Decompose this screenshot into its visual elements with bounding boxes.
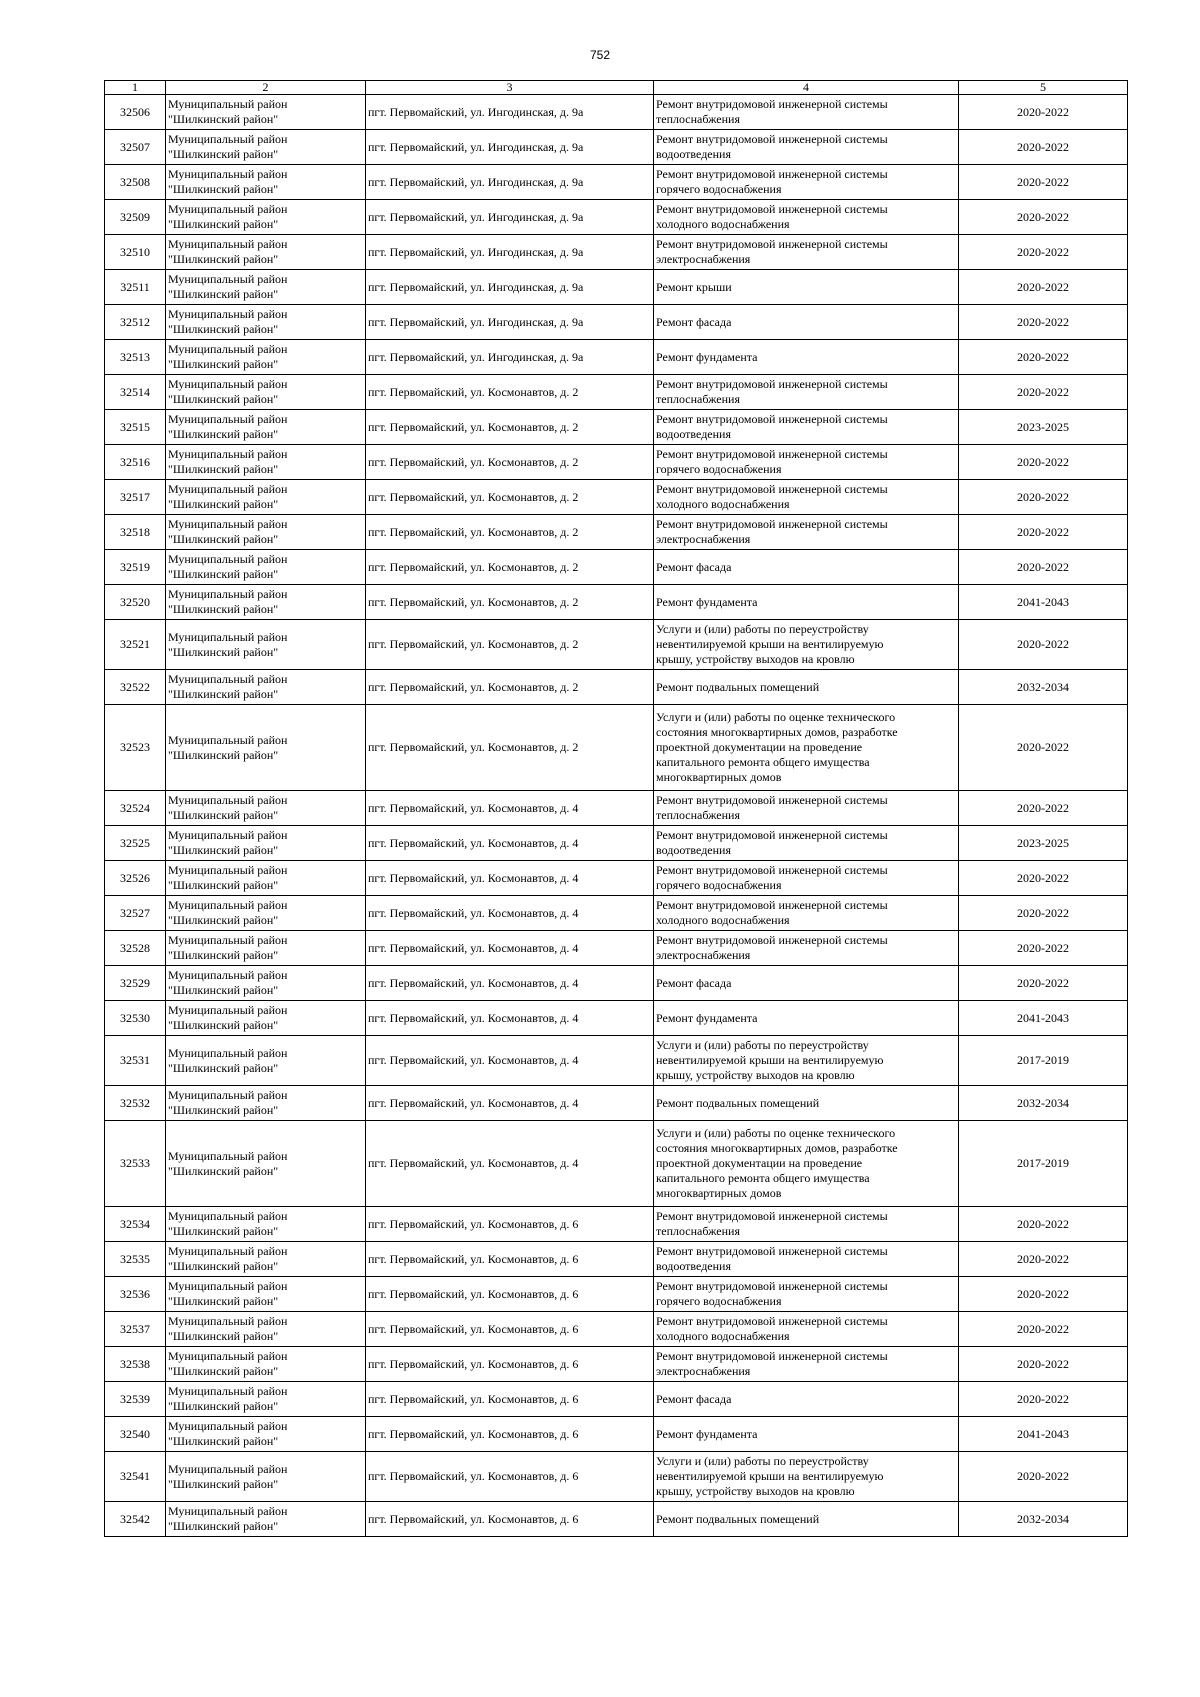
row-number-cell: 32519 [105, 550, 166, 585]
work-type-cell: Ремонт внутридомовой инженерной системы горячего водоснабжения [654, 445, 959, 480]
period-cell: 2020-2022 [959, 620, 1128, 670]
table-row [105, 130, 1128, 165]
district-cell: Муниципальный район "Шилкинский район" [166, 861, 366, 896]
period-cell: 2017-2019 [959, 1121, 1128, 1207]
district-cell: Муниципальный район "Шилкинский район" [166, 1242, 366, 1277]
table-row [105, 861, 1128, 896]
work-type-cell: Услуги и (или) работы по переустройству невентилируемой крыши на вентилируемую крышу, устройству выходов на кровлю [654, 1452, 959, 1502]
district-cell: Муниципальный район "Шилкинский район" [166, 585, 366, 620]
period-cell: 2020-2022 [959, 235, 1128, 270]
district-cell: Муниципальный район "Шилкинский район" [166, 270, 366, 305]
table-row [105, 375, 1128, 410]
period-cell: 2032-2034 [959, 1502, 1128, 1537]
address-cell: пгт. Первомайский, ул. Космонавтов, д. 2 [366, 670, 654, 705]
district-cell: Муниципальный район "Шилкинский район" [166, 340, 366, 375]
work-type-cell: Ремонт внутридомовой инженерной системы теплоснабжения [654, 95, 959, 130]
district-cell: Муниципальный район "Шилкинский район" [166, 235, 366, 270]
row-number-cell: 32520 [105, 585, 166, 620]
work-type-cell: Ремонт подвальных помещений [654, 1086, 959, 1121]
work-type-cell: Услуги и (или) работы по оценке технического состояния многоквартирных домов, разработке проектной документации на проведение капитального ремонта общего имущества многоквартирных домов [654, 1121, 959, 1207]
district-cell: Муниципальный район "Шилкинский район" [166, 480, 366, 515]
period-cell: 2020-2022 [959, 550, 1128, 585]
work-type-cell: Ремонт внутридомовой инженерной системы электроснабжения [654, 1347, 959, 1382]
address-cell: пгт. Первомайский, ул. Ингодинская, д. 9а [366, 130, 654, 165]
period-cell: 2020-2022 [959, 705, 1128, 791]
district-cell: Муниципальный район "Шилкинский район" [166, 165, 366, 200]
address-cell: пгт. Первомайский, ул. Ингодинская, д. 9а [366, 340, 654, 375]
address-cell: пгт. Первомайский, ул. Космонавтов, д. 6 [366, 1312, 654, 1347]
work-type-cell: Услуги и (или) работы по переустройству невентилируемой крыши на вентилируемую крышу, устройству выходов на кровлю [654, 620, 959, 670]
period-cell: 2020-2022 [959, 445, 1128, 480]
row-number-cell: 32510 [105, 235, 166, 270]
period-cell: 2020-2022 [959, 1312, 1128, 1347]
district-cell: Муниципальный район "Шилкинский район" [166, 410, 366, 445]
row-number-cell: 32522 [105, 670, 166, 705]
work-type-cell: Услуги и (или) работы по оценке технического состояния многоквартирных домов, разработке проектной документации на проведение капитального ремонта общего имущества многоквартирных домов [654, 705, 959, 791]
table-row [105, 826, 1128, 861]
period-cell: 2020-2022 [959, 305, 1128, 340]
row-number-cell: 32523 [105, 705, 166, 791]
column-header-5: 5 [959, 81, 1128, 95]
district-cell: Муниципальный район "Шилкинский район" [166, 1417, 366, 1452]
table-row [105, 270, 1128, 305]
period-cell: 2023-2025 [959, 410, 1128, 445]
address-cell: пгт. Первомайский, ул. Космонавтов, д. 6 [366, 1417, 654, 1452]
address-cell: пгт. Первомайский, ул. Космонавтов, д. 6 [366, 1347, 654, 1382]
period-cell: 2017-2019 [959, 1036, 1128, 1086]
address-cell: пгт. Первомайский, ул. Космонавтов, д. 6 [366, 1242, 654, 1277]
table-row [105, 1242, 1128, 1277]
table-row [105, 165, 1128, 200]
address-cell: пгт. Первомайский, ул. Космонавтов, д. 4 [366, 1036, 654, 1086]
table-row [105, 1001, 1128, 1036]
district-cell: Муниципальный район "Шилкинский район" [166, 1121, 366, 1207]
work-type-cell: Ремонт подвальных помещений [654, 1502, 959, 1537]
work-type-cell: Ремонт внутридомовой инженерной системы горячего водоснабжения [654, 165, 959, 200]
period-cell: 2041-2043 [959, 1417, 1128, 1452]
table-row [105, 515, 1128, 550]
district-cell: Муниципальный район "Шилкинский район" [166, 515, 366, 550]
address-cell: пгт. Первомайский, ул. Космонавтов, д. 2 [366, 585, 654, 620]
table-row [105, 1347, 1128, 1382]
work-type-cell: Ремонт фасада [654, 550, 959, 585]
period-cell: 2020-2022 [959, 1382, 1128, 1417]
district-cell: Муниципальный район "Шилкинский район" [166, 1502, 366, 1537]
row-number-cell: 32506 [105, 95, 166, 130]
work-type-cell: Ремонт внутридомовой инженерной системы теплоснабжения [654, 1207, 959, 1242]
district-cell: Муниципальный район "Шилкинский район" [166, 1277, 366, 1312]
row-number-cell: 32536 [105, 1277, 166, 1312]
table-row [105, 966, 1128, 1001]
address-cell: пгт. Первомайский, ул. Космонавтов, д. 4 [366, 1086, 654, 1121]
period-cell: 2020-2022 [959, 480, 1128, 515]
table-row [105, 95, 1128, 130]
row-number-cell: 32533 [105, 1121, 166, 1207]
work-type-cell: Ремонт внутридомовой инженерной системы водоотведения [654, 826, 959, 861]
row-number-cell: 32542 [105, 1502, 166, 1537]
address-cell: пгт. Первомайский, ул. Космонавтов, д. 4 [366, 791, 654, 826]
table-row [105, 550, 1128, 585]
address-cell: пгт. Первомайский, ул. Космонавтов, д. 2 [366, 480, 654, 515]
work-type-cell: Ремонт фасада [654, 305, 959, 340]
work-type-cell: Ремонт фундамента [654, 585, 959, 620]
work-type-cell: Ремонт внутридомовой инженерной системы теплоснабжения [654, 375, 959, 410]
period-cell: 2032-2034 [959, 1086, 1128, 1121]
district-cell: Муниципальный район "Шилкинский район" [166, 1382, 366, 1417]
district-cell: Муниципальный район "Шилкинский район" [166, 1207, 366, 1242]
period-cell: 2020-2022 [959, 1452, 1128, 1502]
district-cell: Муниципальный район "Шилкинский район" [166, 670, 366, 705]
period-cell: 2020-2022 [959, 896, 1128, 931]
address-cell: пгт. Первомайский, ул. Космонавтов, д. 4 [366, 826, 654, 861]
address-cell: пгт. Первомайский, ул. Космонавтов, д. 4 [366, 896, 654, 931]
row-number-cell: 32516 [105, 445, 166, 480]
table-row [105, 305, 1128, 340]
work-type-cell: Ремонт подвальных помещений [654, 670, 959, 705]
work-type-cell: Услуги и (или) работы по переустройству невентилируемой крыши на вентилируемую крышу, устройству выходов на кровлю [654, 1036, 959, 1086]
table-row [105, 340, 1128, 375]
work-type-cell: Ремонт внутридомовой инженерной системы электроснабжения [654, 235, 959, 270]
district-cell: Муниципальный район "Шилкинский район" [166, 1086, 366, 1121]
row-number-cell: 32528 [105, 931, 166, 966]
work-type-cell: Ремонт фасада [654, 966, 959, 1001]
period-cell: 2020-2022 [959, 130, 1128, 165]
work-type-cell: Ремонт внутридомовой инженерной системы холодного водоснабжения [654, 480, 959, 515]
address-cell: пгт. Первомайский, ул. Космонавтов, д. 6 [366, 1502, 654, 1537]
work-type-cell: Ремонт фундамента [654, 1417, 959, 1452]
work-type-cell: Ремонт фундамента [654, 1001, 959, 1036]
work-type-cell: Ремонт внутридомовой инженерной системы холодного водоснабжения [654, 1312, 959, 1347]
period-cell: 2020-2022 [959, 931, 1128, 966]
period-cell: 2020-2022 [959, 95, 1128, 130]
period-cell: 2020-2022 [959, 375, 1128, 410]
work-type-cell: Ремонт внутридомовой инженерной системы теплоснабжения [654, 791, 959, 826]
district-cell: Муниципальный район "Шилкинский район" [166, 550, 366, 585]
table-row [105, 1312, 1128, 1347]
work-type-cell: Ремонт фасада [654, 1382, 959, 1417]
district-cell: Муниципальный район "Шилкинский район" [166, 95, 366, 130]
row-number-cell: 32532 [105, 1086, 166, 1121]
work-type-cell: Ремонт внутридомовой инженерной системы водоотведения [654, 130, 959, 165]
district-cell: Муниципальный район "Шилкинский район" [166, 1312, 366, 1347]
district-cell: Муниципальный район "Шилкинский район" [166, 620, 366, 670]
page-number: 752 [589, 48, 611, 62]
row-number-cell: 32521 [105, 620, 166, 670]
capital-repair-table [104, 80, 1128, 1537]
period-cell: 2041-2043 [959, 585, 1128, 620]
row-number-cell: 32515 [105, 410, 166, 445]
table-row [105, 620, 1128, 670]
period-cell: 2020-2022 [959, 1207, 1128, 1242]
address-cell: пгт. Первомайский, ул. Космонавтов, д. 6 [366, 1382, 654, 1417]
district-cell: Муниципальный район "Шилкинский район" [166, 705, 366, 791]
district-cell: Муниципальный район "Шилкинский район" [166, 966, 366, 1001]
address-cell: пгт. Первомайский, ул. Ингодинская, д. 9а [366, 200, 654, 235]
work-type-cell: Ремонт крыши [654, 270, 959, 305]
district-cell: Муниципальный район "Шилкинский район" [166, 200, 366, 235]
period-cell: 2020-2022 [959, 200, 1128, 235]
work-type-cell: Ремонт внутридомовой инженерной системы электроснабжения [654, 931, 959, 966]
district-cell: Муниципальный район "Шилкинский район" [166, 1452, 366, 1502]
period-cell: 2032-2034 [959, 670, 1128, 705]
period-cell: 2041-2043 [959, 1001, 1128, 1036]
address-cell: пгт. Первомайский, ул. Космонавтов, д. 2 [366, 705, 654, 791]
period-cell: 2020-2022 [959, 270, 1128, 305]
row-number-cell: 32518 [105, 515, 166, 550]
table-row [105, 670, 1128, 705]
address-cell: пгт. Первомайский, ул. Космонавтов, д. 2 [366, 515, 654, 550]
address-cell: пгт. Первомайский, ул. Космонавтов, д. 6 [366, 1452, 654, 1502]
district-cell: Муниципальный район "Шилкинский район" [166, 931, 366, 966]
table-row [105, 1277, 1128, 1312]
column-header-2: 2 [166, 81, 366, 95]
table-row [105, 585, 1128, 620]
row-number-cell: 32512 [105, 305, 166, 340]
table-row [105, 1382, 1128, 1417]
row-number-cell: 32509 [105, 200, 166, 235]
address-cell: пгт. Первомайский, ул. Космонавтов, д. 2 [366, 620, 654, 670]
address-cell: пгт. Первомайский, ул. Космонавтов, д. 4 [366, 1121, 654, 1207]
address-cell: пгт. Первомайский, ул. Космонавтов, д. 4 [366, 1001, 654, 1036]
row-number-cell: 32508 [105, 165, 166, 200]
address-cell: пгт. Первомайский, ул. Ингодинская, д. 9а [366, 235, 654, 270]
row-number-cell: 32534 [105, 1207, 166, 1242]
table-row [105, 480, 1128, 515]
district-cell: Муниципальный район "Шилкинский район" [166, 130, 366, 165]
table-row [105, 931, 1128, 966]
table-row [105, 1417, 1128, 1452]
work-type-cell: Ремонт внутридомовой инженерной системы холодного водоснабжения [654, 200, 959, 235]
address-cell: пгт. Первомайский, ул. Ингодинская, д. 9а [366, 305, 654, 340]
row-number-cell: 32525 [105, 826, 166, 861]
row-number-cell: 32530 [105, 1001, 166, 1036]
address-cell: пгт. Первомайский, ул. Ингодинская, д. 9а [366, 95, 654, 130]
period-cell: 2020-2022 [959, 966, 1128, 1001]
address-cell: пгт. Первомайский, ул. Космонавтов, д. 2 [366, 445, 654, 480]
work-type-cell: Ремонт внутридомовой инженерной системы холодного водоснабжения [654, 896, 959, 931]
period-cell: 2020-2022 [959, 861, 1128, 896]
table-row [105, 410, 1128, 445]
address-cell: пгт. Первомайский, ул. Космонавтов, д. 4 [366, 931, 654, 966]
row-number-cell: 32535 [105, 1242, 166, 1277]
address-cell: пгт. Первомайский, ул. Космонавтов, д. 2 [366, 550, 654, 585]
district-cell: Муниципальный район "Шилкинский район" [166, 1347, 366, 1382]
table-row [105, 445, 1128, 480]
row-number-cell: 32513 [105, 340, 166, 375]
work-type-cell: Ремонт внутридомовой инженерной системы водоотведения [654, 410, 959, 445]
table-row [105, 1502, 1128, 1537]
table-row [105, 705, 1128, 791]
period-cell: 2020-2022 [959, 1277, 1128, 1312]
table-row [105, 791, 1128, 826]
work-type-cell: Ремонт фундамента [654, 340, 959, 375]
district-cell: Муниципальный район "Шилкинский район" [166, 826, 366, 861]
work-type-cell: Ремонт внутридомовой инженерной системы водоотведения [654, 1242, 959, 1277]
row-number-cell: 32529 [105, 966, 166, 1001]
address-cell: пгт. Первомайский, ул. Ингодинская, д. 9а [366, 270, 654, 305]
work-type-cell: Ремонт внутридомовой инженерной системы горячего водоснабжения [654, 861, 959, 896]
row-number-cell: 32538 [105, 1347, 166, 1382]
work-type-cell: Ремонт внутридомовой инженерной системы электроснабжения [654, 515, 959, 550]
row-number-cell: 32540 [105, 1417, 166, 1452]
address-cell: пгт. Первомайский, ул. Ингодинская, д. 9а [366, 165, 654, 200]
period-cell: 2020-2022 [959, 165, 1128, 200]
address-cell: пгт. Первомайский, ул. Космонавтов, д. 6 [366, 1207, 654, 1242]
row-number-cell: 32527 [105, 896, 166, 931]
address-cell: пгт. Первомайский, ул. Космонавтов, д. 6 [366, 1277, 654, 1312]
district-cell: Муниципальный район "Шилкинский район" [166, 1001, 366, 1036]
row-number-cell: 32526 [105, 861, 166, 896]
table-row [105, 1452, 1128, 1502]
period-cell: 2020-2022 [959, 515, 1128, 550]
column-header-3: 3 [366, 81, 654, 95]
address-cell: пгт. Первомайский, ул. Космонавтов, д. 4 [366, 861, 654, 896]
row-number-cell: 32537 [105, 1312, 166, 1347]
district-cell: Муниципальный район "Шилкинский район" [166, 445, 366, 480]
table-row [105, 1036, 1128, 1086]
table-row [105, 1086, 1128, 1121]
row-number-cell: 32511 [105, 270, 166, 305]
table-row [105, 200, 1128, 235]
row-number-cell: 32524 [105, 791, 166, 826]
column-header-1: 1 [105, 81, 166, 95]
district-cell: Муниципальный район "Шилкинский район" [166, 375, 366, 410]
table-row [105, 235, 1128, 270]
address-cell: пгт. Первомайский, ул. Космонавтов, д. 4 [366, 966, 654, 1001]
period-cell: 2020-2022 [959, 1347, 1128, 1382]
district-cell: Муниципальный район "Шилкинский район" [166, 791, 366, 826]
row-number-cell: 32541 [105, 1452, 166, 1502]
table-body [105, 81, 1128, 1537]
row-number-cell: 32539 [105, 1382, 166, 1417]
period-cell: 2020-2022 [959, 1242, 1128, 1277]
table-header-row [105, 81, 1128, 95]
address-cell: пгт. Первомайский, ул. Космонавтов, д. 2 [366, 410, 654, 445]
row-number-cell: 32514 [105, 375, 166, 410]
table-row [105, 1207, 1128, 1242]
district-cell: Муниципальный район "Шилкинский район" [166, 305, 366, 340]
table-row [105, 896, 1128, 931]
row-number-cell: 32531 [105, 1036, 166, 1086]
row-number-cell: 32507 [105, 130, 166, 165]
period-cell: 2020-2022 [959, 791, 1128, 826]
table-row [105, 1121, 1128, 1207]
work-type-cell: Ремонт внутридомовой инженерной системы горячего водоснабжения [654, 1277, 959, 1312]
row-number-cell: 32517 [105, 480, 166, 515]
address-cell: пгт. Первомайский, ул. Космонавтов, д. 2 [366, 375, 654, 410]
district-cell: Муниципальный район "Шилкинский район" [166, 1036, 366, 1086]
district-cell: Муниципальный район "Шилкинский район" [166, 896, 366, 931]
period-cell: 2020-2022 [959, 340, 1128, 375]
period-cell: 2023-2025 [959, 826, 1128, 861]
column-header-4: 4 [654, 81, 959, 95]
